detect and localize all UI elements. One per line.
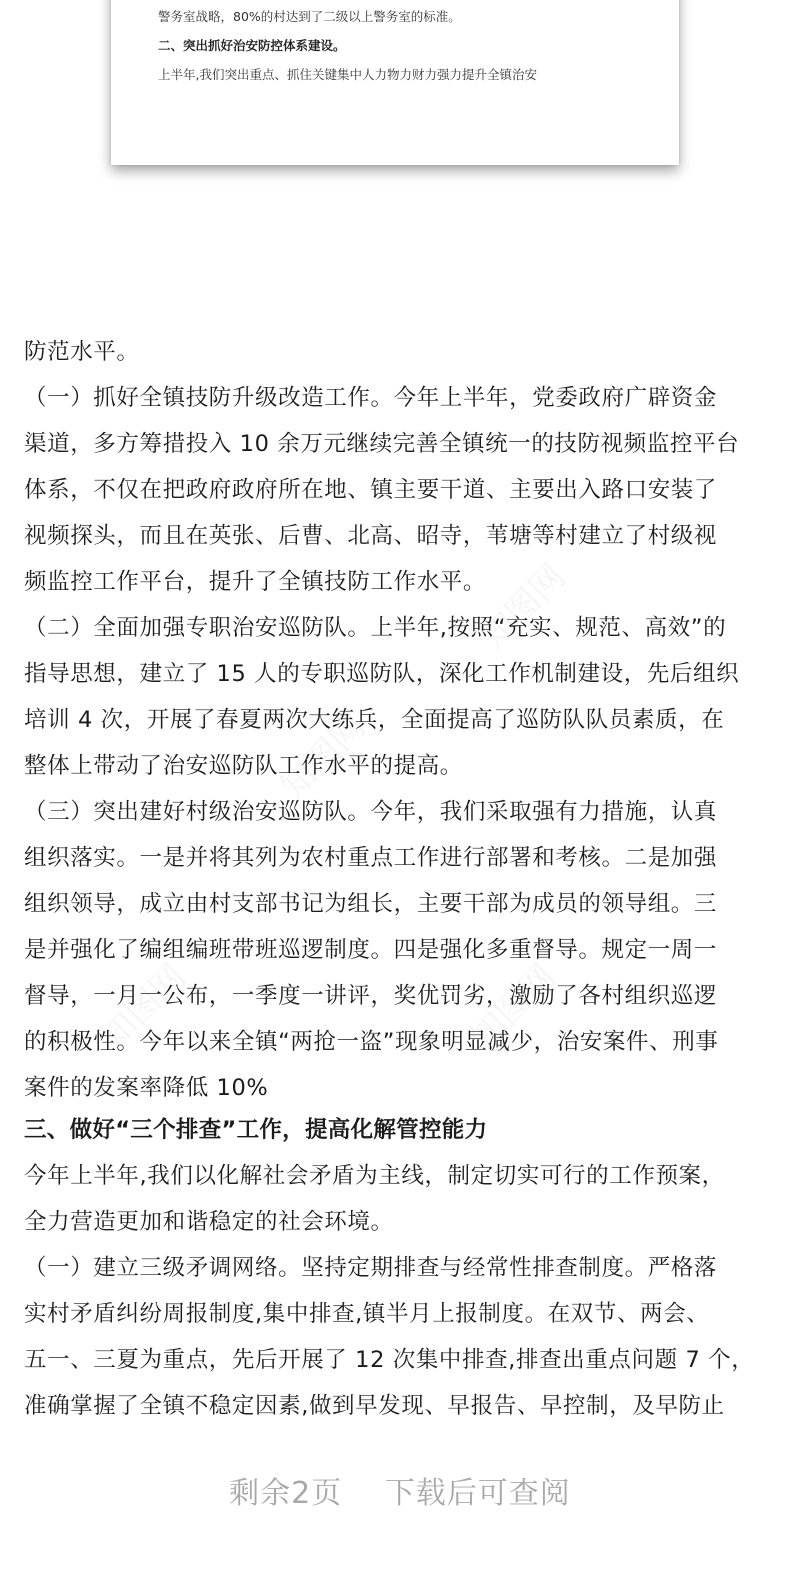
body-line: 渠道，多方筹措投入 10 余万元继续完善全镇统一的技防视频监控平台 [24,431,740,457]
body-line: 的积极性。今年以来全镇“两抢一盗”现象明显减少，治安案件、刑事 [24,1029,719,1055]
body-line: 案件的发案率降低 10% [24,1075,269,1101]
body-line: 整体上带动了治安巡防队工作水平的提高。 [24,753,463,779]
watermark: 知图网 [273,706,374,808]
remaining-pages-label: 剩余2页 [229,1476,343,1511]
preview-line-3: 上半年,我们突出重点、抓住关键集中人力物力财力强力提升全镇治安 [158,67,537,82]
body-line: 防范水平。 [24,339,140,365]
body-line: 组织领导，成立由村支部书记为组长，主要干部为成员的领导组。三 [24,891,718,917]
body-line: 指导思想，建立了 15 人的专职巡防队，深化工作机制建设，先后组织 [24,661,740,687]
preview-line-1: 警务室战略，80%的村达到了二级以上警务室的标准。 [158,9,461,24]
body-line: （一）建立三级矛调网络。坚持定期排查与经常性排查制度。严格落 [24,1255,718,1281]
body-line: （三）突出建好村级治安巡防队。今年，我们采取强有力措施，认真 [24,799,718,825]
watermark: 知图网 [463,956,564,1058]
body-line: 视频探头，而且在英张、后曹、北高、昭寺，苇塘等村建立了村级视 [24,523,718,549]
section-heading: 三、做好“三个排查”工作，提高化解管控能力 [24,1117,488,1143]
body-line: 五一、三夏为重点，先后开展了 12 次集中排查,排查出重点问题 7 个， [24,1347,755,1373]
body-line: 频监控工作平台，提升了全镇技防工作水平。 [24,569,487,595]
body-line: （二）全面加强专职治安巡防队。上半年,按照“充实、规范、高效”的 [24,615,727,641]
body-line: 是并强化了编组编班带班巡逻制度。四是强化多重督导。规定一周一 [24,937,718,963]
preview-line-2: 二、突出抓好治安防控体系建设。 [158,38,346,53]
body-line: 今年上半年,我们以化解社会矛盾为主线，制定切实可行的工作预案， [24,1163,725,1189]
body-line: 督导，一月一公布，一季度一讲评，奖优罚劣，激励了各村组织巡逻 [24,983,718,1009]
body-line: 组织落实。一是并将其列为农村重点工作进行部署和考核。二是加强 [24,845,718,871]
body-line: 培训 4 次，开展了春夏两次大练兵，全面提高了巡防队队员素质，在 [24,707,725,733]
download-prompt[interactable] [0,1468,800,1512]
body-line: 准确掌握了全镇不稳定因素,做到早发现、早报告、早控制，及早防止 [24,1393,725,1419]
body-line: 全力营造更加和谐稳定的社会环境。 [24,1209,394,1235]
watermark: 知图网 [473,556,574,658]
body-line: 体系，不仅在把政府政府所在地、镇主要干道、主要出入路口安装了 [24,477,718,503]
download-to-view-label[interactable]: 下载后可查阅 [384,1476,571,1511]
body-line: （一）抓好全镇技防升级改造工作。今年上半年，党委政府广辟资金 [24,385,718,411]
watermark: 知图网 [93,956,194,1058]
body-line: 实村矛盾纠纷周报制度,集中排查,镇半月上报制度。在双节、两会、 [24,1301,710,1327]
previous-page-preview [111,0,679,165]
